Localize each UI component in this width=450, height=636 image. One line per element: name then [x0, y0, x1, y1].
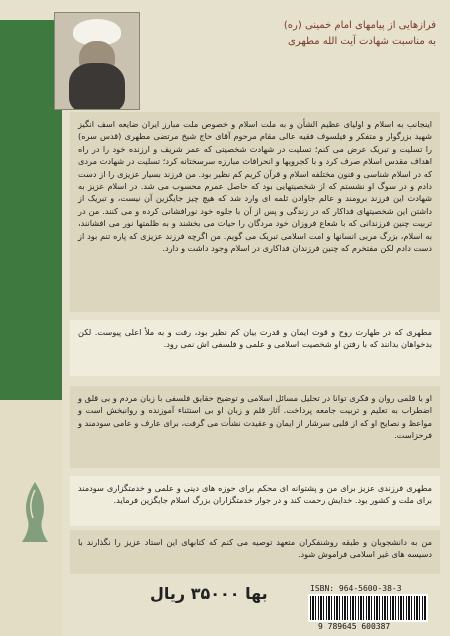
paragraph-block-1	[70, 112, 440, 312]
header-subtitle: به مناسبت شهادت آیت الله مطهری	[288, 36, 436, 47]
isbn-label: ISBN: 964-5600-38-3	[310, 584, 402, 593]
paragraph-3: او با قلمی روان و فکری توانا در تحلیل مسائل اسلامی و توضیح حقایق فلسفی با زبان مردم و بی قلق و اضطراب به تعلیم و تربیت جامعه پرداخت. آثار قلم و زبان او بی استثناء آموزنده و روانبخش است و مواعظ و نصایح او که از قلبی سرشار از ایمان و عقیدت نشأت می گرفت، برای عارف و عامی سودمند و فرحزاست.	[78, 393, 432, 441]
barcode-icon	[308, 594, 428, 622]
paragraph-2: مطهری که در طهارت روح و قوت ایمان و قدرت بیان کم نظیر بود، رفت و به ملأ اعلی پیوست. لکن بدخواهان بدانند که با رفتن او شخصیت اسلامی و علمی و فلسفی اش نمی رود.	[78, 327, 432, 350]
barcode-number: 9 789645 600387	[318, 622, 391, 631]
paragraph-5: من به دانشجویان و طبقه روشنفکران متعهد توصیه می کنم که کتابهای این استاد عزیز را نگذارند با دسیسه های غیر اسلامی فراموش شود.	[78, 537, 432, 560]
cover-header	[142, 18, 436, 56]
header-title: فرازهایی از پیامهای امام خمینی (ره)	[283, 20, 436, 31]
paragraph-block-2	[70, 320, 440, 376]
paragraph-block-3	[70, 386, 440, 468]
paragraph-4: مطهری فرزندی عزیز برای من و پشتوانه ای محکم برای حوزه های دینی و علمی و خدمتگزاری سودمند برای ملت و کشور بود. خدایش رحمت کند و در جوار خدمتگزاران بزرگ اسلام جایگزین فرماید.	[78, 483, 432, 506]
paragraph-block-4	[70, 476, 440, 526]
green-side-band	[0, 20, 62, 400]
publisher-logo-icon	[18, 478, 52, 548]
portrait-image	[54, 12, 140, 110]
paragraph-block-5	[70, 530, 440, 574]
paragraph-1: اینجانب به اسلام و اولیای عظیم الشأن و به ملت اسلام و خصوص ملت مبارز ایران ضایعه اسف انگیز شهید بزرگوار و متفکر و فیلسوف فقیه عالی مقام مرحوم آقای حاج شیخ مرتضی مطهری (قدس سره) را تسلیت و تبریک عرض می کنم؛ تسلیت در شهادت شخصیتی که عمر شریف و ارزنده خود را در راه اهداف مقدس اسلام صرف کرد و با کجرویها و انحرافات مبارزه سرسختانه کرد؛ تسلیت در شهادت مردی که در اسلام شناسی و فنون مختلفه اسلام و قرآن کریم کم نظیر بود. من فرزند بسیار عزیزی را از دست دادم و در سوگ او نشستم که از شخصیتهایی بود که حاصل عمرم محسوب می شد. در اسلام عزیز به شهادت این فرزند برومند و عالم جاوادن ثلمه ای وارد شد که هیچ چیز جایگزین آن نیست، و تبریک از داشتن این شخصیتهای فداکار که در زندگی و پس از آن با جلوه خود نورافشانی کرده و می کنند. من در تربیت چنین فرزندانی که با شعاع فروزان خود مردگان را حیات می بخشند و به ظلمتها نور می افشانند، به اسلام، بزرگ مربی انسانها و امت اسلامی تبریک می گویم. من اگرچه فرزند عزیزی که پاره تنم بود از دست دادم لکن مفتخرم که چنین فرزندان فداکاری در اسلام وجود داشت و دارد.	[78, 119, 432, 254]
price-label: بها ۳۵۰۰۰ ریال	[150, 584, 268, 603]
